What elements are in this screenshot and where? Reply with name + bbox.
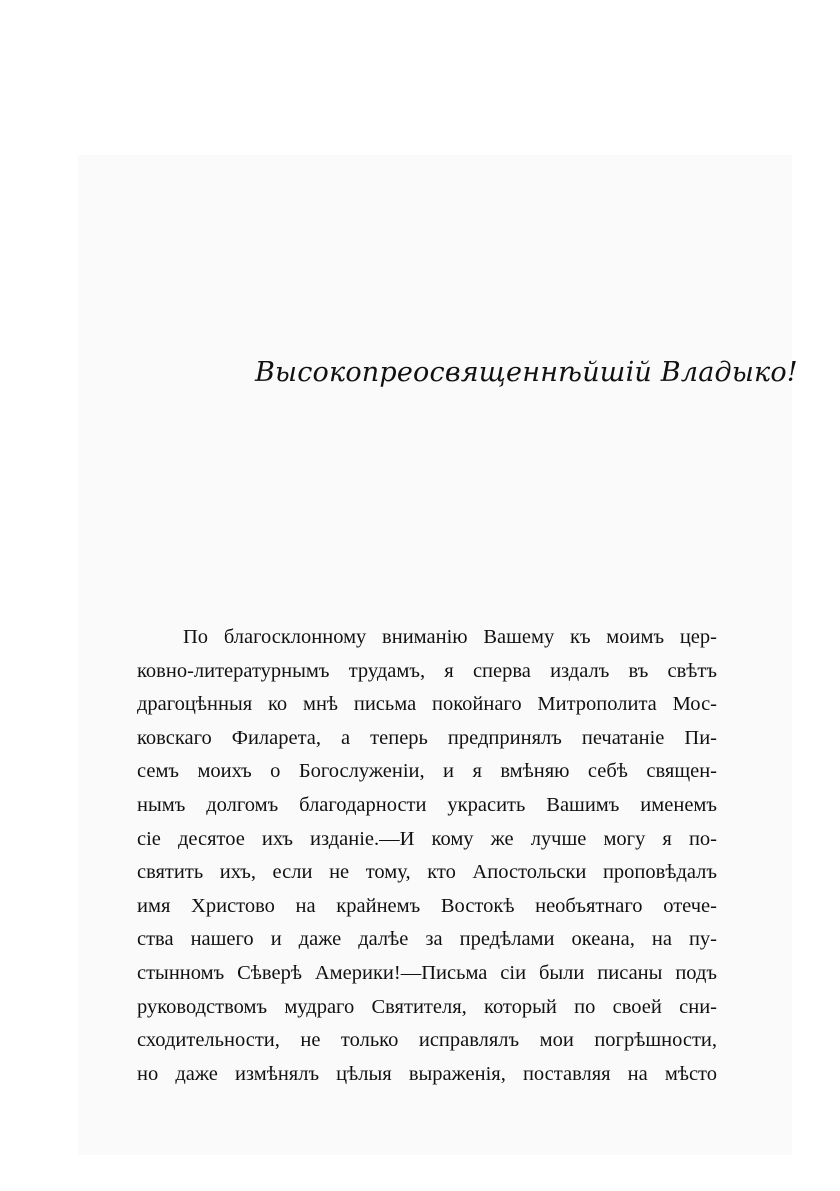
text-line: сходительности, не только исправлялъ мои погрѣшности, [137, 1029, 717, 1052]
text-line: ковно-литературнымъ трудамъ, я сперва издалъ въ свѣтъ [137, 659, 717, 682]
text-line: семъ моихъ о Богослуженіи, и я вмѣняю себѣ священ- [137, 760, 717, 783]
dedication-paragraph [137, 621, 717, 1091]
text-line: святить ихъ, если не тому, кто Апостольски проповѣдалъ [137, 861, 717, 884]
text-line: нымъ долгомъ благодарности украсить Вашимъ именемъ [137, 793, 717, 816]
text-line: ковскаго Филарета, а теперь предпринялъ печатаніе Пи- [137, 726, 717, 749]
text-line: стынномъ Сѣверѣ Америки!—Письма сіи были писаны подъ [137, 961, 717, 984]
text-line: ства нашего и даже далѣе за предѣлами океана, на пу- [137, 928, 717, 951]
salutation-heading: Высокопреосвященнѣйшій Владыко! [255, 357, 798, 388]
text-line: драгоцѣнныя ко мнѣ письма покойнаго Митрополита Мос- [137, 693, 717, 716]
text-line: По благосклонному вниманію Вашему къ моимъ цер- [183, 626, 717, 648]
text-line: руководствомъ мудраго Святителя, который по своей сни- [137, 995, 717, 1018]
text-line: но даже измѣнялъ цѣлыя выраженія, поставляя на мѣсто [137, 1062, 717, 1085]
text-line: сіе десятое ихъ изданіе.—И кому же лучше могу я по- [137, 827, 717, 850]
text-line: имя Христово на крайнемъ Востокѣ необъятнаго отече- [137, 894, 717, 917]
